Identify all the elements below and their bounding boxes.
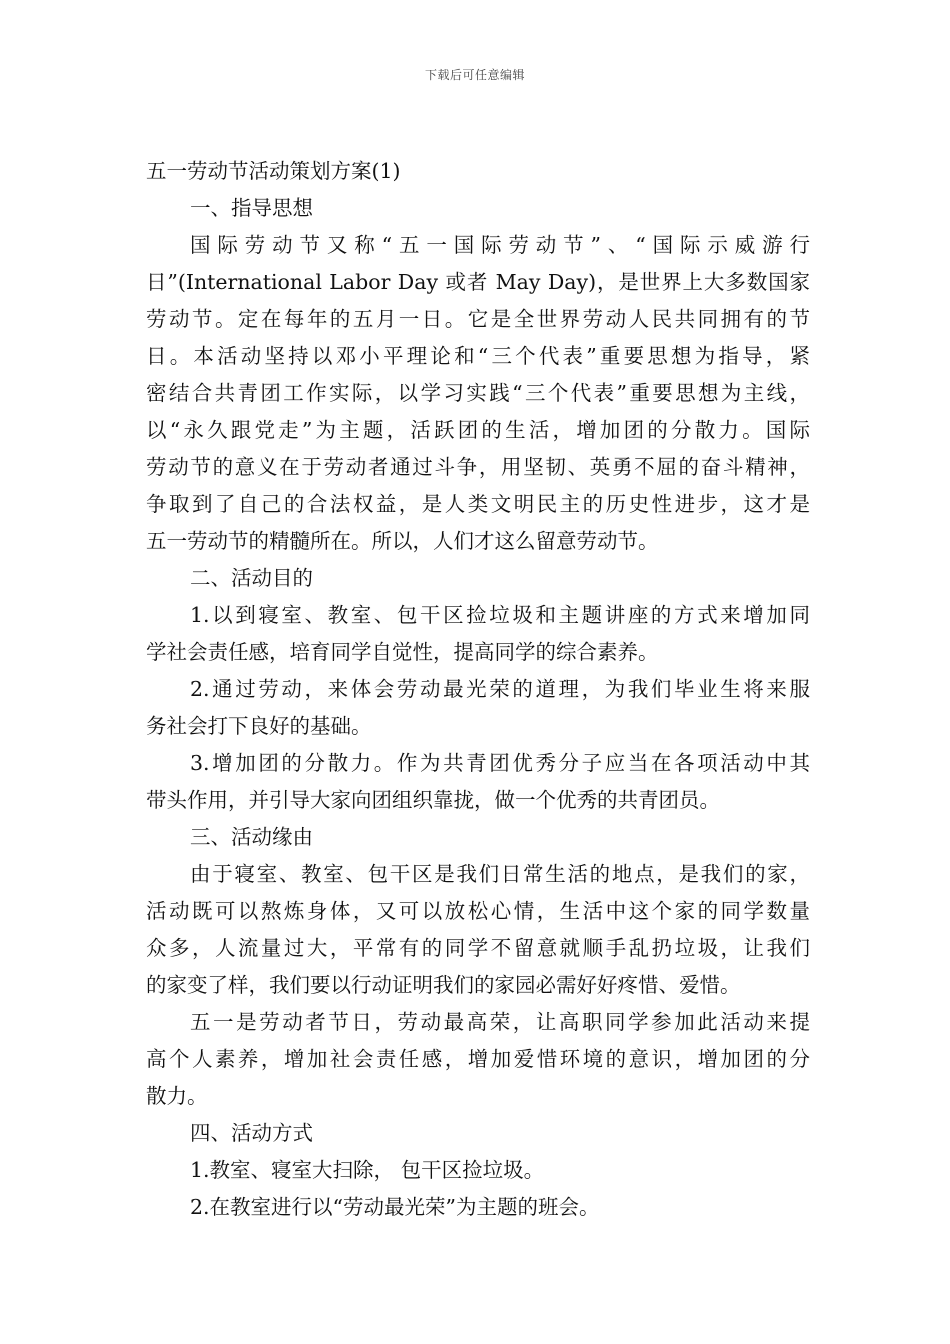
text-line: 活动既可以熬炼身体，又可以放松心情，生活中这个家的同学数量 — [146, 899, 810, 923]
text-line: 的家变了样，我们要以行动证明我们的家园必需好好疼惜、爱惜。 — [146, 973, 741, 997]
text-line: 争取到了自己的合法权益，是人类文明民主的历史性进步，这才是 — [146, 492, 810, 516]
text-line: 五一是劳动者节日，劳动最高荣，让高职同学参加此活动来提 — [190, 1010, 810, 1034]
header-note: 下载后可任意编辑 — [424, 68, 525, 82]
text-line: 密结合共青团工作实际，以学习实践“三个代表”重要思想为主线， — [146, 381, 810, 405]
text-line: 2.通过劳动，来体会劳动最光荣的道理，为我们毕业生将来服 — [190, 677, 810, 701]
text-line: 1.教室、寝室大扫除， 包干区捡垃圾。 — [190, 1158, 545, 1182]
text-line: 高个人素养，增加社会责任感，增加爱惜环境的意识，增加团的分 — [146, 1047, 810, 1071]
text-line: 劳动节。定在每年的五月一日。它是全世界劳动人民共同拥有的节 — [146, 307, 810, 331]
text-line: 劳动节的意义在于劳动者通过斗争，用坚韧、英勇不屈的奋斗精神， — [146, 455, 810, 479]
text-line: 一、指导思想 — [190, 196, 313, 220]
text-line: 五一劳动节的精髓所在。所以，人们才这么留意劳动节。 — [146, 529, 659, 553]
text-line: 带头作用，并引导大家向团组织靠拢，做一个优秀的共青团员。 — [146, 788, 720, 812]
text-line: 众多，人流量过大，平常有的同学不留意就顺手乱扔垃圾，让我们 — [146, 936, 810, 960]
text-line: 三、活动缘由 — [190, 825, 313, 849]
text-line: 以“永久跟党走”为主题，活跃团的生活，增加团的分散力。国际 — [146, 418, 810, 442]
text-line: 由于寝室、教室、包干区是我们日常生活的地点，是我们的家， — [190, 862, 810, 886]
document-body — [146, 153, 810, 1226]
text-line: 日”(International Labor Day 或者 May Day)，是世界上大多数国家 — [146, 270, 810, 294]
text-line: 国际劳动节又称“五一国际劳动节”、“国际示威游行 — [190, 233, 810, 257]
text-line: 学社会责任感，培育同学自觉性，提高同学的综合素养。 — [146, 640, 659, 664]
document-title: 五一劳动节活动策划方案(1) — [146, 159, 401, 183]
paragraph-lines — [146, 190, 810, 1226]
text-line: 四、活动方式 — [190, 1121, 313, 1145]
text-line: 散力。 — [146, 1084, 208, 1108]
text-line: 2.在教室进行以“劳动最光荣”为主题的班会。 — [190, 1195, 600, 1219]
text-line: 务社会打下良好的基础。 — [146, 714, 372, 738]
text-line: 1.以到寝室、教室、包干区捡垃圾和主题讲座的方式来增加同 — [190, 603, 810, 627]
text-line: 3.增加团的分散力。作为共青团优秀分子应当在各项活动中其 — [190, 751, 810, 775]
text-line: 二、活动目的 — [190, 566, 313, 590]
text-line: 日。本活动坚持以邓小平理论和“三个代表”重要思想为指导，紧 — [146, 344, 810, 368]
